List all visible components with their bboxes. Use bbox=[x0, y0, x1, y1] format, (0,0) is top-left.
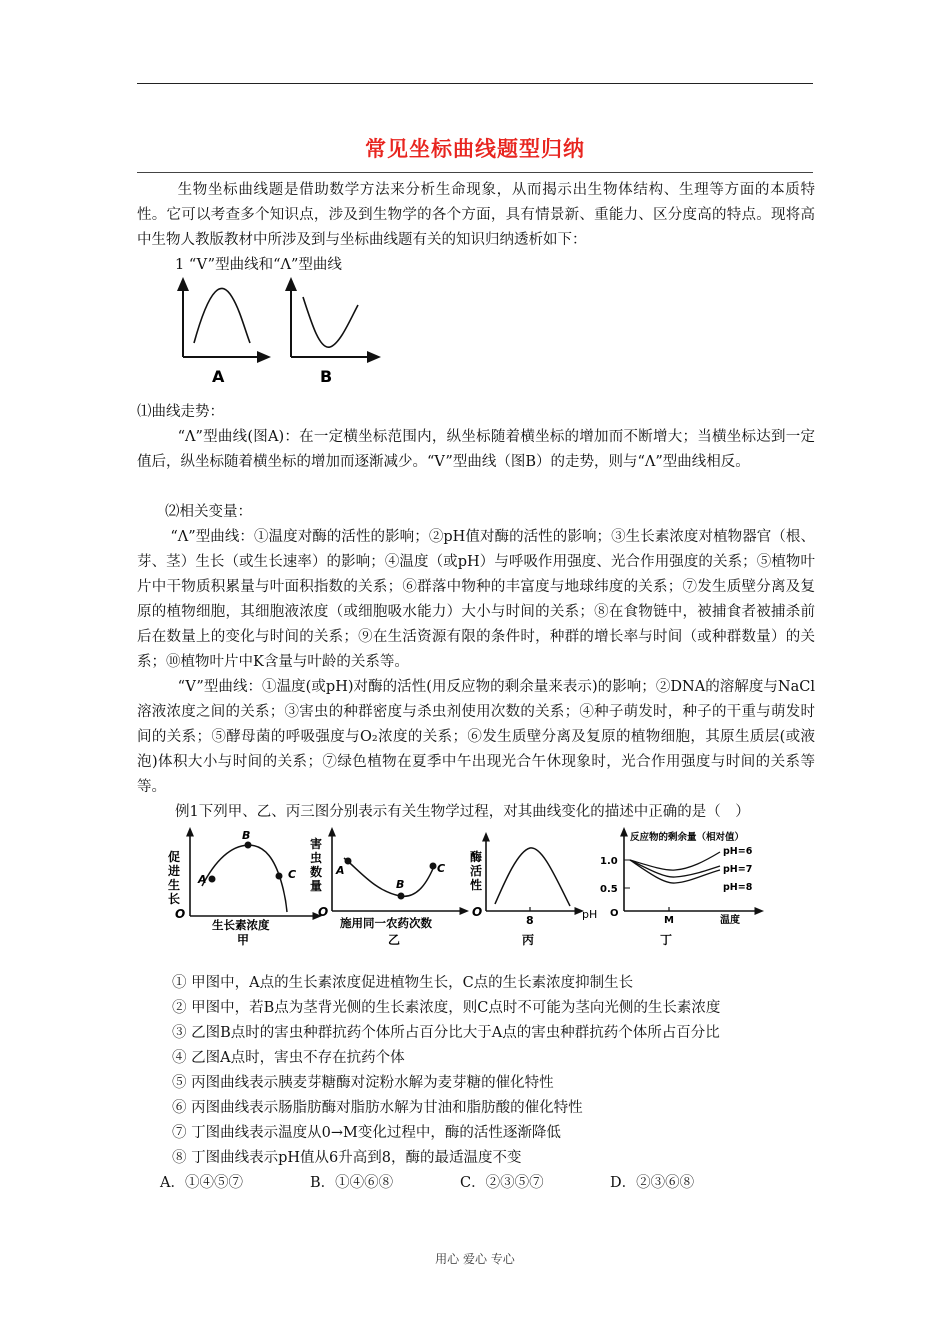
ding-label-ph6: pH=6 bbox=[723, 846, 753, 857]
intro-paragraph: 生物坐标曲线题是借助数学方法来分析生命现象，从而揭示出生物体结构、生理等方面的本质特性。它可以考查多个知识点，涉及到生物学的各个方面，具有情景新、重能力、区分度高的特点。现将高中生物人教版教材中所涉及到与坐标曲线题有关的知识归纳透析如下： bbox=[137, 182, 815, 248]
ding-xunit: 温度 bbox=[720, 915, 740, 926]
figure-a bbox=[183, 283, 265, 386]
jia-label-b: B bbox=[242, 829, 251, 842]
statement-2: ② 甲图中，若B点为茎背光侧的生长素浓度，则C点时不可能为茎向光侧的生长素浓度 bbox=[172, 1000, 721, 1016]
yi-label-b: B bbox=[396, 878, 405, 891]
bing-ylabel-1: 酶 bbox=[470, 850, 483, 864]
figure-example1 bbox=[160, 826, 820, 951]
chart-ding bbox=[600, 831, 760, 947]
yi-point-b bbox=[398, 893, 405, 900]
bing-caption: 丙 bbox=[522, 933, 535, 947]
figure-b-label: B bbox=[320, 367, 333, 386]
answer-options bbox=[160, 1171, 694, 1196]
section1-heading: 1 “V”型曲线和“Λ”型曲线 bbox=[175, 257, 342, 273]
statement-1: ① 甲图中，A点的生长素浓度促进植物生长，C点的生长素浓度抑制生长 bbox=[172, 975, 634, 991]
yi-xlabel: 施用同一农药次数 bbox=[340, 916, 432, 930]
yi-ylabel-4: 量 bbox=[310, 879, 323, 893]
ding-ytick-1: 1.0 bbox=[600, 856, 618, 867]
jia-ylabel-4: 长 bbox=[168, 892, 181, 906]
chart-bing bbox=[470, 836, 597, 947]
ding-label-ph7: pH=7 bbox=[723, 864, 753, 875]
title-rule bbox=[137, 172, 813, 173]
jia-xlabel: 生长素浓度 bbox=[212, 918, 270, 932]
statement-6: ⑥ 丙图曲线表示肠脂肪酶对脂肪水解为甘油和脂肪酸的催化特性 bbox=[172, 1100, 583, 1116]
option-a[interactable]: A．①④⑤⑦ bbox=[160, 1175, 243, 1191]
jia-ylabel-3: 生 bbox=[168, 878, 181, 892]
ding-title: 反应物的剩余量（相对值） bbox=[630, 832, 745, 843]
bing-ylabel-2: 活 bbox=[470, 864, 483, 878]
lambda-curve bbox=[194, 288, 250, 343]
chart-jia bbox=[167, 829, 318, 947]
yi-point-a bbox=[345, 858, 352, 865]
ding-origin: O bbox=[610, 908, 619, 919]
bing-curve bbox=[495, 848, 570, 906]
option-d[interactable]: D．②③⑥⑧ bbox=[610, 1175, 695, 1191]
lambda-paragraph: “Λ”型曲线：①温度对酶的活性的影响；②pH值对酶的活性的影响；③生长素浓度对植物器官（根、芽、茎）生长（或生长速率）的影响；④温度（或pH）与呼吸作用强度、光合作用强度的关系；⑤植物叶片中干物质积累量与叶面积指数的关系；⑥群落中物种的丰富度与地球纬度的关系；⑦发生质壁分离及复原的植物细胞，其细胞液浓度（或细胞吸水能力）大小与时间的关系；⑧在食物链中，被捕食者被捕杀前后在数量上的变化与时间的关系；⑨在生活资源有限的条件时，种群的增长率与时间（或种群数量）的关系；⑩植物叶片中K含量与叶龄的关系等。 bbox=[137, 529, 815, 670]
ding-caption: 丁 bbox=[660, 933, 673, 947]
jia-origin: O bbox=[175, 907, 186, 921]
chart-yi bbox=[310, 831, 465, 947]
page-footer: 用心 爱心 专心 bbox=[435, 1252, 515, 1266]
example1-question: 例1下列甲、乙、丙三图分别表示有关生物学过程，对其曲线变化的描述中正确的是（ ） bbox=[175, 804, 750, 820]
option-b[interactable]: B．①④⑥⑧ bbox=[310, 1175, 394, 1191]
page-title: 常见坐标曲线题型归纳 bbox=[365, 137, 585, 161]
v-curve bbox=[303, 297, 358, 347]
yi-label-a: A bbox=[336, 864, 345, 877]
trend-heading: ⑴曲线走势： bbox=[137, 404, 224, 420]
ding-xtick: M bbox=[664, 915, 674, 926]
yi-ylabel-2: 虫 bbox=[310, 851, 323, 865]
jia-ylabel-2: 进 bbox=[168, 864, 181, 878]
yi-point-c bbox=[430, 863, 437, 870]
statement-7: ⑦ 丁图曲线表示温度从0→M变化过程中，酶的活性逐渐降低 bbox=[172, 1125, 561, 1141]
option-c[interactable]: C．②③⑤⑦ bbox=[460, 1175, 544, 1191]
yi-origin: O bbox=[318, 905, 329, 919]
bing-origin: O bbox=[472, 905, 483, 919]
statement-3: ③ 乙图B点时的害虫种群抗药个体所占百分比大于A点的害虫种群抗药个体所占百分比 bbox=[172, 1025, 720, 1041]
jia-point-c bbox=[276, 873, 283, 880]
v-paragraph: “V”型曲线：①温度(或pH)对酶的活性(用反应物的剩余量来表示)的影响；②DNA的溶解度与NaCl溶液浓度之间的关系；③害虫的种群密度与杀虫剂使用次数的关系；④种子萌发时，种子的干重与萌发时间的关系；⑤酵母菌的呼吸强度与O₂浓度的关系；⑥发生质壁分离及复原的植物细胞，其原生质层(或液泡)体积大小与时间的关系；⑦绿色植物在夏季中午出现光合午休现象时，光合作用强度与时间的关系等等。 bbox=[137, 679, 815, 795]
bing-xtick: 8 bbox=[526, 914, 534, 927]
yi-ylabel-1: 害 bbox=[310, 837, 323, 851]
jia-point-a bbox=[209, 876, 216, 883]
bing-xunit: pH bbox=[582, 908, 598, 921]
ding-label-ph8: pH=8 bbox=[723, 882, 753, 893]
bing-ylabel-3: 性 bbox=[470, 878, 483, 892]
header-rule bbox=[137, 83, 813, 84]
yi-ylabel-3: 数 bbox=[310, 865, 323, 879]
jia-point-b bbox=[245, 842, 252, 849]
yi-label-c: C bbox=[437, 862, 446, 875]
figure-b bbox=[291, 283, 375, 386]
statement-5: ⑤ 丙图曲线表示胰麦芽糖酶对淀粉水解为麦芽糖的催化特性 bbox=[172, 1075, 554, 1091]
jia-label-a: A bbox=[198, 873, 207, 886]
figure-v-lambda bbox=[170, 275, 400, 390]
statement-4: ④ 乙图A点时，害虫不存在抗药个体 bbox=[172, 1050, 405, 1066]
vars-heading: ⑵相关变量： bbox=[165, 504, 252, 520]
ding-ytick-05: 0.5 bbox=[600, 884, 618, 895]
jia-caption: 甲 bbox=[237, 933, 250, 947]
jia-label-c: C bbox=[288, 868, 297, 881]
yi-caption: 乙 bbox=[388, 933, 401, 947]
figure-a-label: A bbox=[212, 367, 225, 386]
statement-8: ⑧ 丁图曲线表示pH值从6升高到8，酶的最适温度不变 bbox=[172, 1150, 522, 1166]
yi-curve bbox=[344, 858, 435, 896]
trend-paragraph: “Λ”型曲线(图A)：在一定横坐标范围内，纵坐标随着横坐标的增加而不断增大；当横坐标达到一定值后，纵坐标随着横坐标的增加而逐渐减少。“V”型曲线（图B）的走势，则与“Λ”型曲线相反。 bbox=[137, 429, 815, 470]
jia-ylabel-1: 促 bbox=[168, 850, 181, 864]
